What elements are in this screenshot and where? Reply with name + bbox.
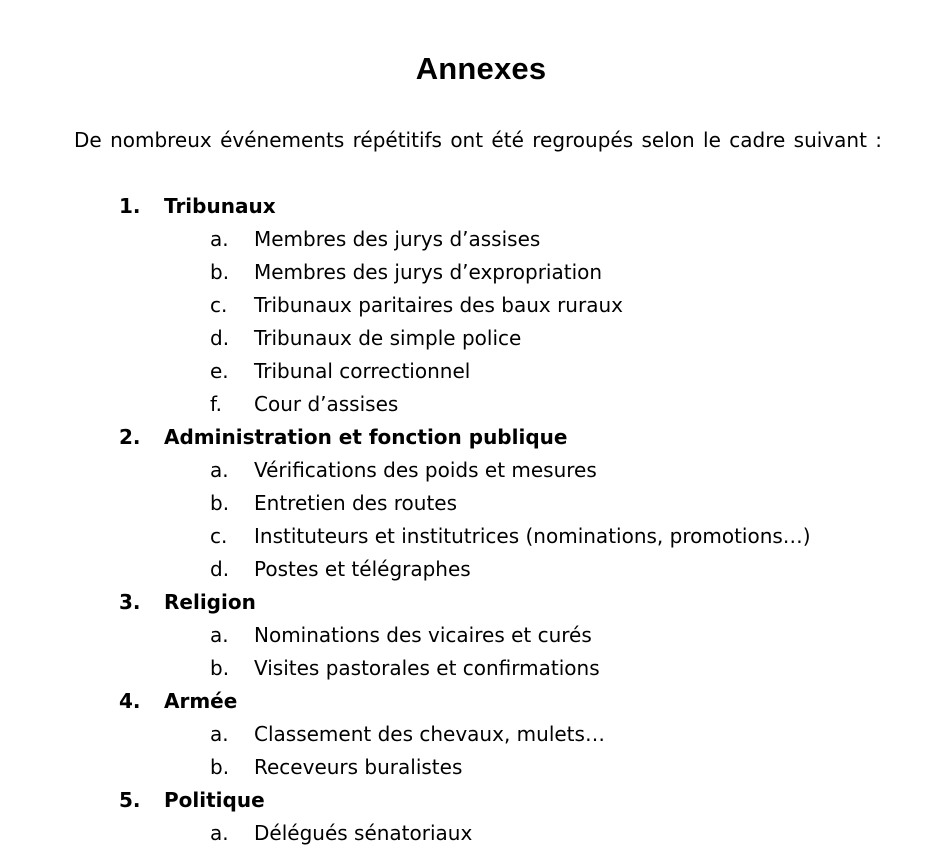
item-letter: e. (210, 359, 229, 383)
section-title: Administration et fonction publique (164, 425, 568, 449)
item-letter: b. (210, 491, 230, 515)
item-text: Cour d’assises (254, 392, 399, 416)
list-item (0, 289, 949, 322)
section-title: Armée (164, 689, 238, 713)
item-text: Receveurs buralistes (254, 755, 463, 779)
page-title: Annexes (415, 51, 547, 86)
item-letter: c. (210, 293, 228, 317)
list-item (0, 553, 949, 586)
item-text: Membres des jurys d’assises (254, 227, 541, 251)
item-text: Tribunaux paritaires des baux ruraux (254, 293, 623, 317)
item-text: Membres des jurys d’expropriation (254, 260, 603, 284)
item-text: Visites pastorales et confirmations (254, 656, 600, 680)
list-item (0, 487, 949, 520)
section-heading (0, 784, 949, 817)
section-heading (0, 586, 949, 619)
item-letter: a. (210, 722, 229, 746)
list-item (0, 718, 949, 751)
list-item (0, 388, 949, 421)
intro-paragraph: De nombreux événements répétitifs ont été regroupés selon le cadre suivant : (74, 128, 883, 152)
item-text: Instituteurs et institutrices (nominations, promotions…) (254, 524, 811, 548)
item-text: Délégués sénatoriaux (254, 821, 473, 845)
outline-list (0, 190, 949, 850)
item-letter: f. (210, 392, 222, 416)
section-number: 5. (119, 788, 141, 812)
item-text: Entretien des routes (254, 491, 458, 515)
item-text: Tribunaux de simple police (254, 326, 522, 350)
item-text: Vérifications des poids et mesures (254, 458, 597, 482)
section-number: 1. (119, 194, 141, 218)
list-item (0, 817, 949, 850)
list-item (0, 355, 949, 388)
list-item (0, 619, 949, 652)
item-letter: a. (210, 458, 229, 482)
list-item (0, 520, 949, 553)
item-letter: b. (210, 755, 230, 779)
list-item (0, 652, 949, 685)
item-letter: a. (210, 623, 229, 647)
section-title: Politique (164, 788, 265, 812)
item-letter: d. (210, 326, 230, 350)
list-item (0, 223, 949, 256)
list-item (0, 751, 949, 784)
section-number: 3. (119, 590, 141, 614)
section-title: Tribunaux (164, 194, 276, 218)
item-text: Classement des chevaux, mulets… (254, 722, 605, 746)
item-text: Postes et télégraphes (254, 557, 471, 581)
list-item (0, 454, 949, 487)
item-letter: d. (210, 557, 230, 581)
section-number: 2. (119, 425, 141, 449)
section-heading (0, 190, 949, 223)
section-number: 4. (119, 689, 141, 713)
section-heading (0, 421, 949, 454)
item-text: Tribunal correctionnel (254, 359, 471, 383)
item-letter: c. (210, 524, 228, 548)
item-letter: b. (210, 260, 230, 284)
item-letter: a. (210, 227, 229, 251)
list-item (0, 322, 949, 355)
item-text: Nominations des vicaires et curés (254, 623, 592, 647)
list-item (0, 256, 949, 289)
section-title: Religion (164, 590, 256, 614)
section-heading (0, 685, 949, 718)
item-letter: b. (210, 656, 230, 680)
item-letter: a. (210, 821, 229, 845)
